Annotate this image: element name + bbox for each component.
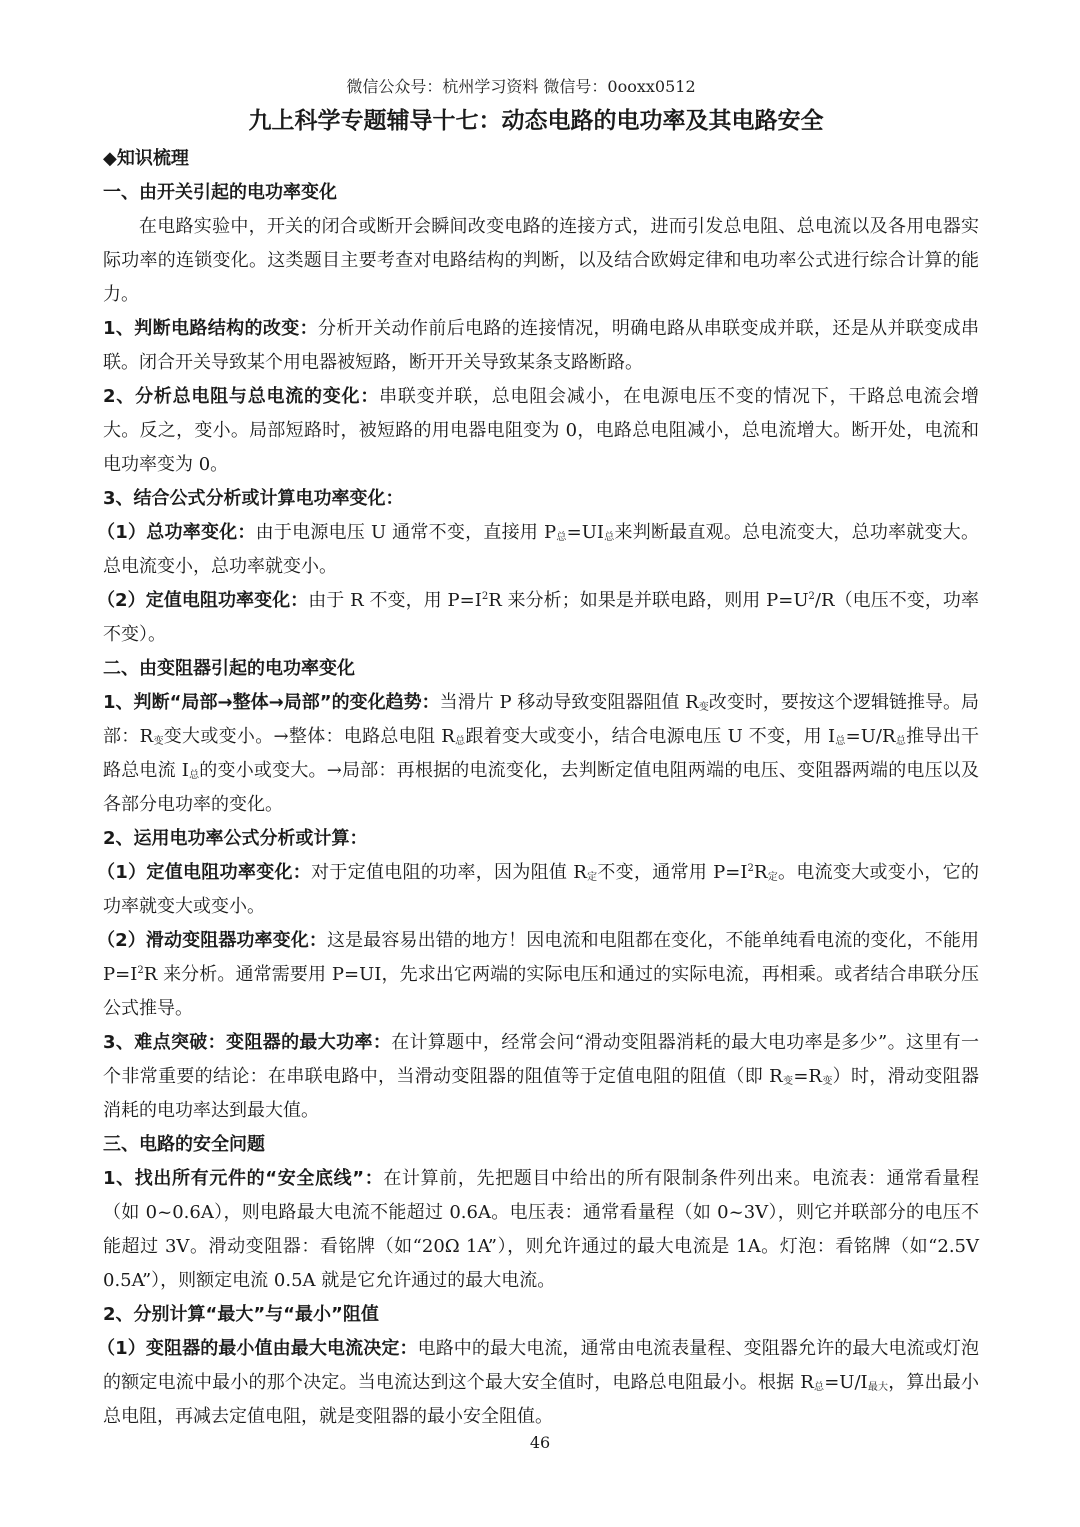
- text-run: 不变，通常用 P=I: [597, 862, 748, 883]
- section-2-point-2: [103, 822, 979, 856]
- subscript: 定: [767, 872, 779, 883]
- section-2-point-2a: [97, 856, 979, 924]
- section-1-intro: 在电路实验中，开关的闭合或断开会瞬间改变电路的连接方式，进而引发总电阻、总电流以及各用电器实际功率的连锁变化。这类题目主要考查对电路结构的判断，以及结合欧姆定律和电功率公式进行综合计算的能力。: [103, 216, 979, 305]
- section-2-point-2b: [97, 924, 979, 1026]
- page-header: 微信公众号：杭州学习资料 微信号：0ooxx0512: [346, 77, 696, 96]
- point-label: 1、判断“局部→整体→局部”的变化趋势：: [103, 692, 440, 713]
- point-label: 2、分析总电阻与总电流的变化：: [103, 386, 380, 407]
- section-3-point-2: [103, 1298, 979, 1332]
- subpoint-label: （1）变阻器的最小值由最大电流决定：: [97, 1338, 418, 1359]
- text-run: R 来分析；如果是并联电路，则用 P=U: [488, 590, 809, 611]
- point-text: 在计算前，先把题目中给出的所有限制条件列出来。电流表：通常看量程（如 0~0.6A），则电路最大电流不能超过 0.6A。电压表：通常看量程（如 0~3V），则它并联部分的电压不能超过 3V。滑动变阻器：看铭牌（如“20Ω 1A”），则允许通过的最大电流是 1A。灯泡：看铭牌（如“2.5V 0.5A”），则额定电流 0.5A 就是它允许通过的最大电流。: [103, 1168, 980, 1291]
- text-run: ，算出最小总电阻，再减去定值电阻，就是变阻器的最小安全阻值。: [103, 1372, 980, 1427]
- subscript: 变: [153, 736, 164, 747]
- document-page: [97, 72, 980, 1434]
- subpoint-label: （1）总功率变化：: [97, 522, 256, 543]
- subscript: 总: [556, 532, 567, 543]
- text-run: 的变小或变大。→局部：再根据的电流变化，去判断定值电阻两端的电压、变阻器两端的电压以及各部分电功率的变化。: [103, 760, 980, 815]
- text-run: 变大或变小。→整体：电路总电阻 R: [163, 726, 455, 747]
- text-run: 由于 R 不变，用 P=I: [308, 590, 482, 611]
- point-label: 3、结合公式分析或计算电功率变化：: [103, 488, 404, 509]
- subpoint-label: （2）定值电阻功率变化：: [97, 590, 309, 611]
- point-label: 2、运用电功率公式分析或计算：: [103, 828, 368, 849]
- text-run: R 来分析。通常需要用 P=UI，先求出它两端的实际电压和通过的实际电流，再相乘。或者结合串联分压公式推导。: [103, 964, 979, 1019]
- text-run: =U/I: [824, 1372, 868, 1393]
- text-run: 在计算题中，经常会问“滑动变阻器消耗的最大电功率是多少”。这里有一个非常重要的结论：在串联电路中，当滑动变阻器的阻值等于定值电阻的阻值（即 R: [103, 1032, 979, 1087]
- text-run: ）时，滑动变阻器消耗的电功率达到最大值。: [103, 1066, 980, 1121]
- subscript: 总: [835, 736, 846, 747]
- section-1-point-1: [103, 312, 979, 380]
- section-1-point-3b: [97, 584, 979, 652]
- text-run: 当滑片 P 移动导致变阻器阻值 R: [439, 692, 699, 713]
- page-number: 46: [529, 1433, 551, 1452]
- text-run: =U/R: [845, 726, 896, 747]
- subscript: 总: [188, 770, 200, 781]
- superscript: 2: [481, 591, 489, 602]
- text-run: 这是最容易出错的地方！因电流和电阻都在变化，不能单纯看电流的变化，不能用 P=I: [103, 930, 979, 985]
- text-run: 对于定值电阻的功率，因为阻值 R: [311, 862, 587, 883]
- text-run: 。电流变大或变小，它的功率就变大或变小。: [103, 862, 979, 917]
- section-1-point-3a: [97, 516, 980, 584]
- subscript: 总: [813, 1382, 825, 1393]
- point-label: 3、难点突破：变阻器的最大功率：: [103, 1032, 392, 1053]
- subpoint-label: （2）滑动变阻器功率变化：: [97, 930, 328, 951]
- subscript: 总: [895, 736, 907, 747]
- subscript: 最大: [867, 1382, 889, 1393]
- subscript: 变: [821, 1076, 833, 1087]
- section-2-point-3: [103, 1026, 979, 1128]
- superscript: 2: [747, 863, 754, 874]
- subpoint-label: （1）定值电阻功率变化：: [97, 862, 312, 883]
- text-run: 电路中的最大电流，通常由电流表量程、变阻器允许的最大电流或灯泡的额定电流中最小的那个决定。当电流达到这个最大安全值时，电路总电阻最小。根据 R: [103, 1338, 979, 1393]
- subscript: 变: [698, 702, 709, 713]
- point-text: 分析开关动作前后电路的连接情况，明确电路从串联变成并联，还是从并联变成串联。闭合开关导致某个用电器被短路，断开开关导致某条支路断路。: [103, 318, 979, 373]
- section-3-point-1: [103, 1162, 979, 1298]
- point-label: 1、找出所有元件的“安全底线”：: [103, 1168, 384, 1189]
- text-run: 改变时，要按这个逻辑链推导。局部：R: [103, 692, 980, 747]
- text-run: 推导出干路总电流 I: [103, 726, 980, 781]
- text-run: =R: [793, 1066, 822, 1087]
- document-title: 九上科学专题辅导十七：动态电路的电功率及其电路安全: [248, 108, 824, 134]
- subscript: 变: [782, 1076, 794, 1087]
- text-run: 来判断最直观。总电流变大，总功率就变大。总电流变小，总功率就变小。: [103, 522, 980, 577]
- point-text: 串联变并联，总电阻会减小，在电源电压不变的情况下，干路总电流会增大。反之，变小。局部短路时，被短路的用电器电阻变为 0，电路总电阻减小，总电流增大。断开处，电流和电功率变为 0。: [103, 386, 979, 475]
- subscript: 总: [604, 532, 615, 543]
- section-1-point-2: [103, 380, 979, 482]
- point-label: 1、判断电路结构的改变：: [103, 318, 318, 339]
- section-3-point-2a: [97, 1332, 980, 1434]
- text-run: R: [753, 862, 768, 883]
- section-2-heading: 二、由变阻器引起的电功率变化: [103, 658, 355, 679]
- text-run: /R（电压不变，功率不变）。: [103, 590, 979, 645]
- section-2-point-1: [103, 686, 979, 822]
- subscript: 总: [454, 736, 466, 747]
- superscript: 2: [137, 965, 144, 976]
- text-run: 由于电源电压 U 通常不变，直接用 P: [255, 522, 557, 543]
- text-run: 跟着变大或变小，结合电源电压 U 不变，用 I: [465, 726, 836, 747]
- point-label: 2、分别计算“最大”与“最小”阻值: [103, 1304, 379, 1325]
- text-run: =UI: [566, 522, 605, 543]
- section-3-heading: 三、电路的安全问题: [103, 1134, 265, 1155]
- section-1-point-3: [103, 482, 979, 516]
- superscript: 2: [808, 591, 815, 602]
- knowledge-heading: ◆知识梳理: [103, 148, 189, 169]
- subscript: 定: [586, 872, 598, 883]
- section-1-heading: 一、由开关引起的电功率变化: [103, 182, 337, 203]
